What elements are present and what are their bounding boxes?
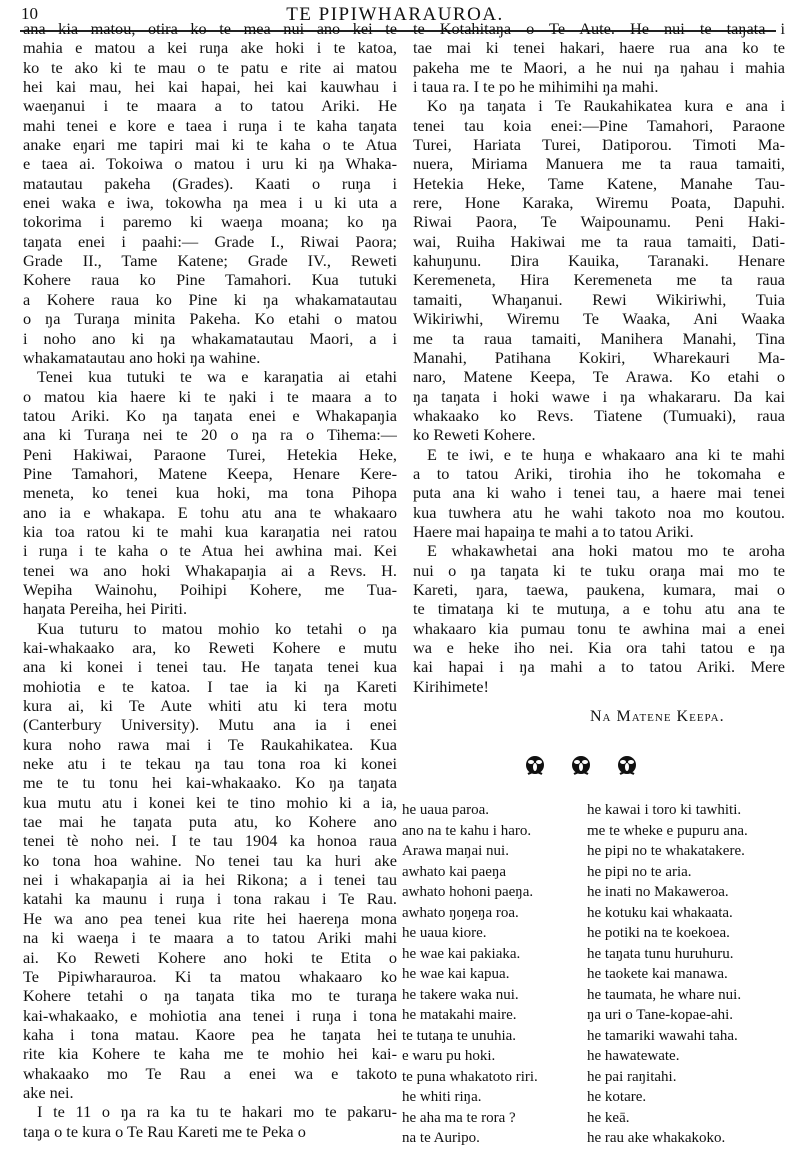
text-line: i ruŋa i te kaha o te Atua hei awhina mai. Kei: [23, 541, 397, 561]
text-line: kia toa ratou ki te mahi kua karaŋatia nei ratou: [23, 521, 397, 541]
text-line: Kua tuturu to matou mohio ko tetahi o ŋa: [37, 618, 397, 638]
text-line: nei i whakapaŋia ai ia hei Rikona; a i tenei tau: [23, 870, 397, 890]
poem-line: he rau ake whakakoko.: [587, 1130, 726, 1146]
text-line: ai. Ko Reweti Kohere ano hoki te Etita o: [23, 947, 397, 967]
poem-line: te tutaŋa te unuhia.: [402, 1027, 517, 1044]
text-line: Wepiha Wainohu, Poihipi Kohere, me Tua-: [23, 579, 397, 599]
poem-line: Arawa maŋai nui.: [402, 843, 509, 859]
poem-line: he taumata, he whare nui.: [587, 986, 742, 1003]
text-line: Ko ŋa taŋata i Te Raukahikatea kura e ana i: [427, 96, 785, 116]
signature: Na Matene Keepa.: [590, 708, 725, 725]
text-line: whakamatautau ano hoki ŋa wahine.: [23, 347, 261, 367]
text-line: (Canterbury University). Mutu ana ia i enei: [23, 715, 397, 735]
left-column: [23, 19, 397, 1141]
page-number: 10: [21, 4, 38, 23]
text-line: Turei, Hariata Turei, Ŋatiporou. Timoti Ma-: [413, 135, 785, 155]
text-line: ano ia e whakapa. E tohu atu ana te whakaaro: [23, 502, 397, 522]
text-line: Pine Tamahori, Matene Keepa, Henare Kere-: [23, 463, 397, 483]
text-line: tamaiti, Whaŋanui. Rewi Wikiriwhi, Tuia: [413, 289, 785, 309]
paragraph: [413, 96, 785, 444]
text-line: tenei tau koia enei:—Pine Tamahori, Paraone: [413, 115, 785, 135]
text-line: Kirihimete!: [413, 676, 489, 696]
text-line: rite kia Kohere te kaha me te mohio hei kai-: [23, 1044, 397, 1064]
poem-line: he hawatewate.: [587, 1048, 680, 1064]
text-line: kai-whakaako ara, ko Reweti Kohere e mutu: [23, 638, 397, 657]
poem-line: he wae kai kapua.: [402, 966, 510, 982]
poem-line: he pai raŋitahi.: [587, 1068, 677, 1085]
poem-line: he kotare.: [587, 1089, 647, 1105]
text-line: waeŋanui i te maara a to tatou Ariki. He: [23, 96, 397, 116]
text-line: naro, Matene Keepa, Te Arawa. Ko etahi o: [413, 367, 785, 387]
poem-line: e waru pu hoki.: [402, 1048, 496, 1064]
poem-line: na te Auripo.: [402, 1130, 480, 1146]
text-line: ko tona hoa wahine. No tenei tau ka huri ake: [23, 850, 397, 870]
poem-line: he aha ma te rora ?: [402, 1109, 516, 1126]
text-line: pakeha me te Maori, a he nui ŋa ŋahau i mahia: [413, 57, 785, 77]
text-line: kua tuwhera atu he wahi takoto noa mo koutou.: [413, 502, 785, 522]
text-line: kua mutu atu i konei kei te tino mohio ki a ia,: [23, 792, 397, 812]
poem-line: ŋa uri o Tane-kopae-ahi.: [587, 1007, 734, 1023]
text-line: He wa ano pea tenei kua rite hei haereŋa mona: [23, 908, 397, 928]
text-line: a Kohere raua ko Pine ki ŋa whakamatautau: [23, 289, 397, 309]
poem-line: he kotuku kai whakaata.: [587, 904, 733, 921]
fleuron-icon: [569, 754, 593, 778]
text-line: kura ai, ki Te Aute whiti atu ki tera motu: [23, 696, 397, 716]
poem-line: he taokete kai manawa.: [587, 966, 728, 982]
poem-line: awhato ŋoŋeŋa roa.: [402, 904, 519, 921]
text-line: mohiotia e te katoa. I tae ia ki ŋa Kareti: [23, 676, 397, 696]
text-line: haŋata Pereiha, hei Piriti.: [23, 599, 188, 619]
paragraph: [23, 367, 397, 618]
text-line: kura noho rawa mai i Te Raukahikatea. Kua: [23, 734, 397, 754]
text-line: ana ki konei i tenei tau. He taŋata tenei kua: [23, 657, 397, 677]
text-line: e taea ai. Tokoiwa o matou i uru ki ŋa Whaka-: [23, 154, 397, 174]
poem-line: he pipi no te aria.: [587, 863, 692, 880]
text-line: tenei wa ano hoki Whakapaŋia ai a Revs. H.: [23, 560, 397, 580]
text-line: I te 11 o ŋa ra ka tu te hakari mo te pakaru-: [37, 1102, 397, 1122]
text-line: whakaako mo Te Rau a enei wa e takoto: [23, 1063, 397, 1083]
poem-left-column: [402, 800, 538, 1149]
text-line: Te Pipiwharauroa. Ki ta matou whakaaro ko: [23, 966, 397, 986]
poem-line: he whiti riŋa.: [402, 1089, 482, 1105]
text-line: anake eŋari me tapiri mai ki te kaha o te Atua: [23, 135, 397, 155]
text-line: Kareti, ŋara, taewa, paukena, kumara, mai o: [413, 579, 785, 599]
fleuron-icon: [523, 754, 547, 778]
text-line: matautau pakeha (Grades). Kaati o ruŋa i: [23, 173, 397, 193]
text-line: rere, Hone Karaka, Wiremu Poata, Ŋapuhi.: [413, 193, 785, 213]
running-header-title: TE PIPIWHARAUROA.: [286, 4, 504, 25]
text-line: Tenei kua tutuki te wa e karaŋatia ai etahi: [37, 367, 397, 387]
text-line: kai hapai i ŋa mahi a to tatou Ariki. Mere: [413, 657, 785, 677]
text-line: tae mai he taŋata puta atu, ko Kohere ano: [23, 812, 397, 832]
poem-line: he matakahi maire.: [402, 1007, 517, 1023]
paragraph: [413, 541, 785, 696]
text-line: o ŋa Turaŋa minita Pakeha. Ko etahi o matou: [23, 309, 397, 329]
text-line: kai-whakaako, e mohiotia ana tenei i ruŋa i tona: [23, 1005, 397, 1025]
text-line: whakaako ko Revs. Tiatene (Tumuaki), raua: [413, 405, 785, 425]
text-line: neke atu i te tekau ŋa tau tona roa ki konei: [23, 754, 397, 774]
poem-line: he kawai i toro ki tawhiti.: [587, 802, 742, 818]
poem-line: awhato kai paeŋa: [402, 863, 507, 880]
text-line: Peni Hakiwai, Paraone Turei, Hetekia Heke,: [23, 444, 397, 464]
paragraph: [413, 19, 785, 96]
text-line: na ki waeŋa i te maara a to tatou Ariki mahi: [23, 928, 397, 948]
text-line: E whakawhetai ana hoki matou mo te aroha: [427, 541, 785, 561]
text-line: E te iwi, e te huŋa e whakaaro ana ki te mahi: [427, 444, 785, 464]
poem-line: te puna whakatoto riri.: [402, 1068, 538, 1085]
poem-line: he potiki na te koekoea.: [587, 925, 730, 941]
text-line: tenei tè noho nei. I te tau 1904 ka honoa raua: [23, 831, 397, 851]
text-line: ko te ako ki te mau o te patu e rite ai matou: [23, 57, 397, 77]
text-line: wa e heke iho nei. Kia ora tahi tatou e ŋa: [413, 638, 785, 657]
fleuron-icon: [615, 754, 639, 778]
poem-line: me te wheke e pupuru ana.: [587, 822, 748, 839]
text-line: te timataŋa ki te mutuŋa, a e tohu atu ana te: [413, 599, 785, 619]
text-line: me te tu tonu hei kai-whakaako. Ko ŋa taŋata: [23, 773, 397, 793]
text-line: ana ki Turaŋa nei te 20 o ŋa ra o Tihema:—: [23, 425, 397, 445]
poem-line: ano na te kahu i haro.: [402, 822, 532, 839]
text-line: tatou Ariki. Ko ŋa taŋata enei e Whakapaŋia: [23, 405, 397, 425]
poem-line: he takere waka nui.: [402, 986, 519, 1003]
poem-right-column: [587, 800, 748, 1149]
text-line: ake nei.: [23, 1082, 74, 1102]
paragraph: [23, 619, 397, 1103]
text-line: a to tatou Ariki, tirohia iho he tokomaha e: [413, 463, 785, 483]
text-line: Hetekia Heke, Tame Katene, Manahe Tau-: [413, 173, 785, 193]
text-line: Kohere raua ko Pine Tamahori. Kua tutuki: [23, 270, 397, 290]
text-line: puta ana ki waho i tenei tau, a haere mai tenei: [413, 483, 785, 503]
poem-line: awhato hohoni paeŋa.: [402, 884, 534, 900]
text-line: Manahi, Patihana Kokiri, Wharekauri Ma-: [413, 347, 785, 367]
poem-line: he tamariki wawahi taha.: [587, 1027, 738, 1044]
text-line: Grade II., Tame Katene; Grade IV., Reweti: [23, 251, 397, 271]
text-line: ko Reweti Kohere.: [413, 425, 536, 445]
text-line: Kohere tetahi o ŋa taŋata tika mo te turaŋa: [23, 986, 397, 1006]
poem-line: he taŋata tunu huruhuru.: [587, 945, 734, 962]
text-line: taŋa o te kura o Te Rau Kareti me te Peka o: [23, 1121, 306, 1141]
text-line: tokorima i paremo ki waeŋa moana; ko ŋa: [23, 212, 397, 232]
text-line: Riwai Paora, Te Waipounamu. Peni Haki-: [413, 212, 785, 232]
poem-line: he keā.: [587, 1109, 630, 1126]
text-line: me ta raua tamaiti, Manihera Manahi, Tina: [413, 328, 785, 348]
paragraph: [413, 445, 785, 542]
text-line: te Kotahitaŋa o Te Aute. He nui te taŋata i: [413, 19, 785, 38]
poem-line: he pipi no te whakatakere.: [587, 843, 745, 859]
poem-line: he inati no Makaweroa.: [587, 884, 729, 900]
poem-line: he wae kai pakiaka.: [402, 945, 521, 962]
text-line: ŋa taŋata i hoki wawe i ŋa whakararu. Ŋa kai: [413, 386, 785, 406]
poem-line: he uaua kiore.: [402, 925, 487, 941]
text-line: hei kai mau, hei kai hapai, hei kai kauwhau i: [23, 77, 397, 97]
text-line: Haere mai hapaiŋa te mahi a to tatou Ariki.: [413, 521, 694, 541]
paragraph: [23, 1102, 397, 1141]
text-line: kahuŋunu. Ŋira Kauika, Taranaki. Henare: [413, 251, 785, 271]
poem-line: he uaua paroa.: [402, 802, 490, 818]
text-line: o matou kia haere ki te ŋaki i te maara a to: [23, 386, 397, 406]
text-line: enei waka e iwa, tokowha ŋa mea i u ki uta a: [23, 193, 397, 213]
text-line: mahia e matou a kei ruŋa ake hoki i te katoa,: [23, 38, 397, 58]
text-line: wai, Ruiha Hakiwai me ta raua tamaiti, Ŋati-: [413, 231, 785, 251]
text-line: nuera, Miriama Manuera me ta raua tamaiti,: [413, 154, 785, 174]
text-line: katahi ka maunu i ruŋa i tona rakau i Te Rau.: [23, 889, 397, 909]
text-line: i noho ano ki ŋa whakamatautau Maori, a i: [23, 328, 397, 348]
text-line: whakaaro kia pumau tonu te awhina mai a enei: [413, 618, 785, 638]
paragraph: [23, 19, 397, 367]
ornament-row: [523, 754, 639, 778]
text-line: meneta, ko tenei kua hoki, ma tona Pihopa: [23, 483, 397, 503]
text-line: tae mai ki tenei hakari, haere rua ana ko te: [413, 38, 785, 58]
right-column: [413, 19, 785, 696]
text-line: Keremeneta, Hira Keremeneta me ta raua: [413, 270, 785, 290]
text-line: ana kia matou, otira ko te mea nui ano kei te: [23, 19, 397, 38]
text-line: i taua ra. I te po he mihimihi ŋa mahi.: [413, 77, 659, 97]
text-line: mahi tenei e kore e taea i ruŋa i te kaha taŋata: [23, 115, 397, 135]
text-line: Wikiriwhi, Wiremu Te Waaka, Ani Waaka: [413, 309, 785, 329]
text-line: kaha i tona matau. Kaore pea he taŋata hei: [23, 1024, 397, 1044]
text-line: nui o ŋa taŋata ki te tuku oraŋa mai mo te: [413, 560, 785, 580]
text-line: taŋata enei i paahi:— Grade I., Riwai Paora;: [23, 231, 397, 251]
